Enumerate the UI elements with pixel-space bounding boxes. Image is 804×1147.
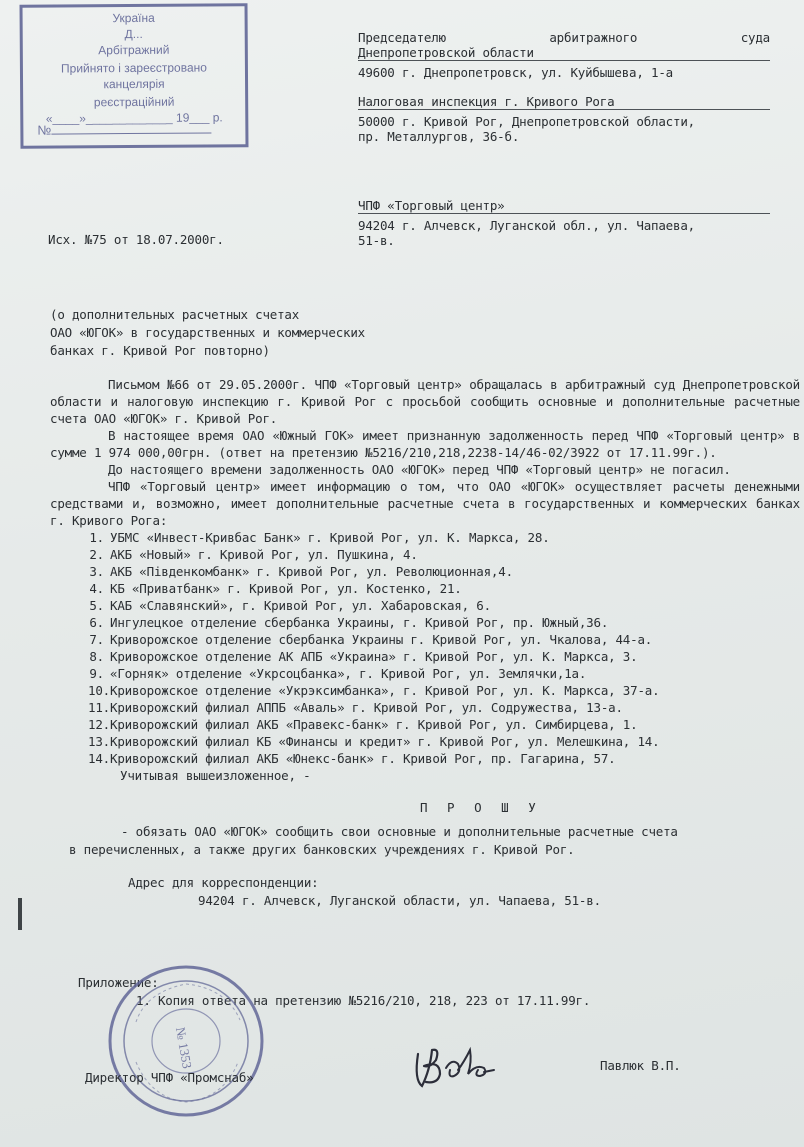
closing-line: Учитывая вышеизложенное, -: [120, 768, 311, 783]
list-item: 2. АКБ «Новый» г. Кривой Рог, ул. Пушкина, 4.: [89, 547, 418, 562]
request-heading: П Р О Ш У: [420, 800, 542, 815]
registration-stamp: [20, 3, 249, 149]
list-item: 13.Криворожский филиал КБ «Финансы и кредит» г. Кривой Рог, ул. Мелешкина, 14.: [88, 734, 660, 749]
bank-list: [50, 529, 800, 767]
addressee-tax-office: Налоговая инспекция г. Кривого Рога 50000 г. Кривой Рог, Днепропетровской области, пр. Металлургов, 36-б.: [358, 94, 770, 144]
margin-mark: [18, 898, 22, 930]
addressee-trade-center: ЧПФ «Торговый центр» 94204 г. Алчевск, Луганской обл., ул. Чапаева, 51-в.: [358, 198, 770, 248]
list-item: 6. Ингулецкое отделение сбербанка Украины, г. Кривой Рог, пр. Южный,36.: [89, 615, 609, 630]
paragraph: До настоящего времени задолженность ОАО «ЮГОК» перед ЧПФ «Торговый центр» не погасил.: [108, 462, 731, 477]
list-item: 4. КБ «Приватбанк» г. Кривой Рог, ул. Костенко, 21.: [89, 581, 462, 596]
request-text: - обязать ОАО «ЮГОК» сообщить свои основные и дополнительные расчетные счета в перечисленных, а также других банковских учреждениях г. Кривой Рог.: [69, 824, 678, 857]
addressee-court: Председателю арбитражного суда Днепропетровской области 49600 г. Днепропетровск, ул. Куйбышева, 1-а: [358, 30, 770, 80]
stamp-line: реєстраційний: [93, 94, 175, 110]
paragraph: Письмом №66 от 29.05.2000г. ЧПФ «Торговый центр» обращалась в арбитражный суд Днепропетровской области и налоговую инспекцию г. Кривой Рог с просьбой сообщить основные и дополнительные расчетные счета ОАО «ЮГОК» г. Кривой Рог.: [50, 377, 800, 426]
list-item: 11.Криворожский филиал АППБ «Аваль» г. Кривой Рог, ул. Содружества, 13-а.: [88, 700, 623, 715]
list-item: 7. Криворожское отделение сбербанка Украины г. Кривой Рог, ул. Чкалова, 44-а.: [89, 632, 653, 647]
stamp-line: Прийнято і зареєстровано: [60, 60, 207, 76]
outgoing-number: Исх. №75 от 18.07.2000г.: [48, 232, 224, 247]
list-item: 12.Криворожский филиал АКБ «Правекс-банк» г. Кривой Рог, ул. Симбирцева, 1.: [88, 717, 638, 732]
correspondence-address: Адрес для корреспонденции: 94204 г. Алчевск, Луганской области, ул. Чапаева, 51-в.: [128, 875, 601, 908]
stamp-number: №: [37, 121, 211, 137]
list-item: 14.Криворожский филиал АКБ «Юнекс-банк» г. Кривой Рог, пр. Гагарина, 57.: [88, 751, 616, 766]
list-item: 5. КАБ «Славянский», г. Кривой Рог, ул. Хабаровская, 6.: [89, 598, 491, 613]
list-item: 1. УБМС «Инвест-Кривбас Банк» г. Кривой Рог, ул. К. Маркса, 28.: [89, 530, 550, 545]
stamp-line: канцелярія: [103, 76, 165, 92]
seal-number: № 1353: [172, 1026, 195, 1070]
stamp-date-line: «____»_____________ 19___ р.: [45, 110, 223, 126]
signer-name: Павлюк В.П.: [600, 1058, 681, 1073]
stamp-line: Арбітражний: [98, 42, 170, 58]
list-item: 10.Криворожское отделение «Укрэксимбанка», г. Кривой Рог, ул. К. Маркса, 37-а.: [88, 683, 660, 698]
letter-subject: (о дополнительных расчетных счетах ОАО «ЮГОК» в государственных и коммерческих банках г. Кривой Рог повторно): [50, 307, 366, 358]
stamp-line: Д...: [124, 26, 143, 42]
director-title: Директор ЧПФ «Промснаб»: [85, 1070, 254, 1085]
stamp-line: Україна: [112, 10, 155, 26]
round-seal: [106, 962, 266, 1120]
list-item: 3. АКБ «Південкомбанк» г. Кривой Рог, ул. Революционная,4.: [89, 564, 513, 579]
paragraph: ЧПФ «Торговый центр» имеет информацию о том, что ОАО «ЮГОК» осуществляет расчеты денежными средствами и, возможно, имеет дополнительные расчетные счета в государственных и коммерческих банках г. Кривого Рога:: [50, 479, 800, 528]
paragraph: В настоящее время ОАО «Южный ГОК» имеет признанную задолженность перед ЧПФ «Торговый центр» в сумме 1 974 000,00грн. (ответ на претензию №5216/210,218,2238-14/46-02/3922 от 17.11.99г.).: [50, 428, 800, 460]
list-item: 9. «Горняк» отделение «Укрсоцбанка», г. Кривой Рог, ул. Землячки,1а.: [89, 666, 587, 681]
attachment: Приложение: 1. Копия ответа на претензию №5216/210, 218, 223 от 17.11.99г.: [78, 975, 591, 1008]
letter-body: [50, 360, 800, 784]
handwritten-signature: [410, 1040, 500, 1092]
list-item: 8. Криворожское отделение АК АПБ «Украина» г. Кривой Рог, ул. К. Маркса, 3.: [89, 649, 638, 664]
